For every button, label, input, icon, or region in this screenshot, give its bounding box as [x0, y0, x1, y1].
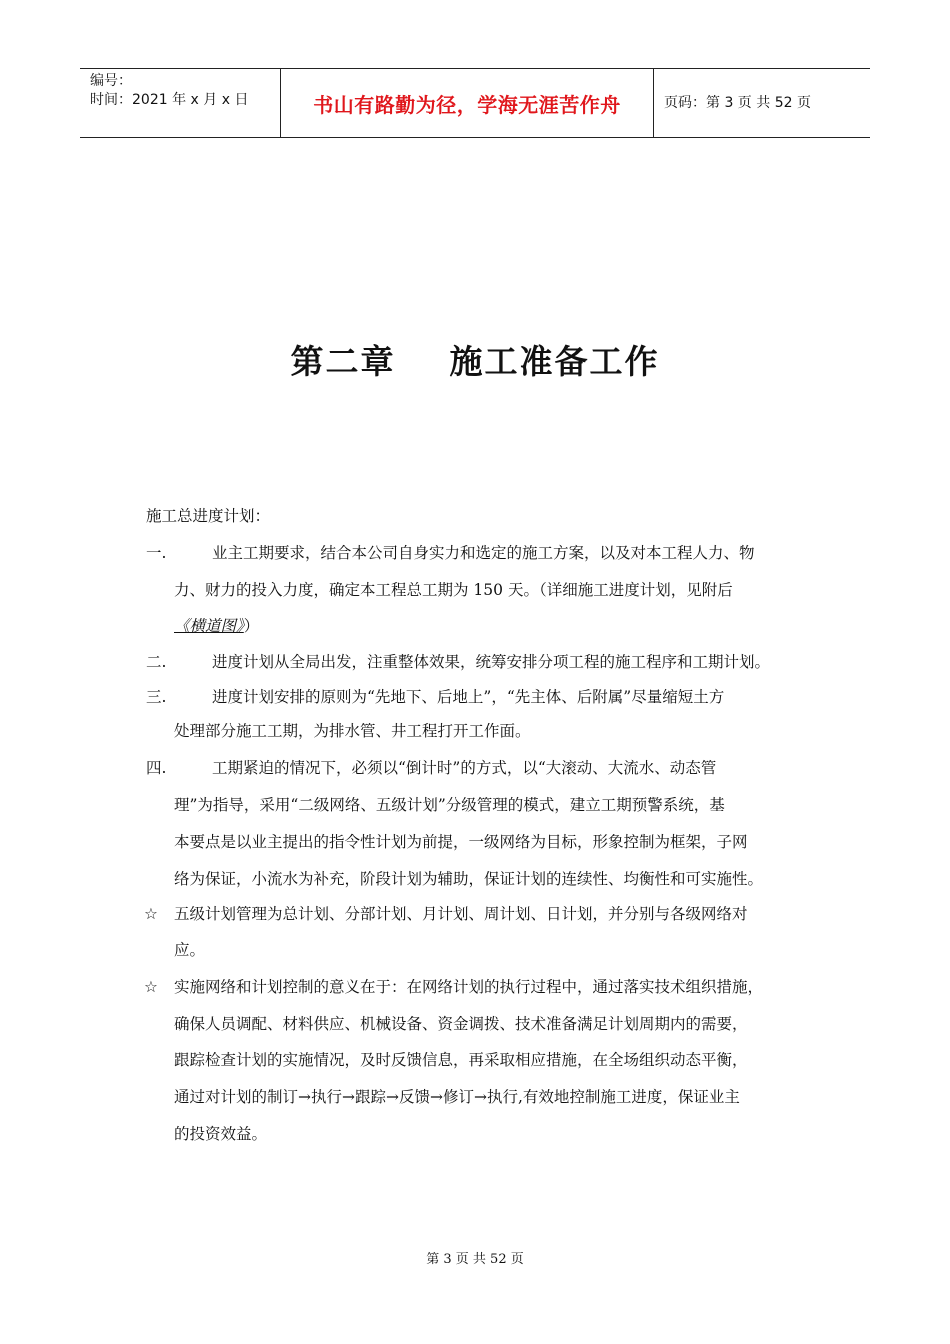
list-item-line: 进度计划安排的原则为“先地下、后地上”，“先主体、后附属”尽量缩短土方 [212, 688, 725, 706]
header-motto-cell [281, 69, 654, 137]
list-item-line: 应。 [174, 941, 206, 959]
list-item-line [174, 616, 259, 636]
document-date: 时间：2021 年 x 月 x 日 [90, 92, 249, 108]
link-tail: ） [243, 617, 260, 635]
section-heading: 施工总进度计划： [146, 507, 271, 525]
star-icon: ☆ [144, 978, 158, 996]
list-item-line: 确保人员调配、材料供应、机械设备、资金调拨、技术准备满足计划周期内的需要， [174, 1015, 748, 1033]
horizontal-bar-chart-link[interactable]: 《横道图》 [174, 617, 244, 635]
page-indicator: 页码：第 3 页 共 52 页 [664, 94, 811, 111]
list-item-line: 力、财力的投入力度，确定本工程总工期为 150 天。（详细施工进度计划，见附后 [174, 581, 733, 599]
motto-text: 书山有路勤为径，学海无涯苦作舟 [313, 92, 621, 117]
list-item-line: 的投资效益。 [174, 1125, 268, 1143]
page-header [80, 68, 870, 138]
list-item-line: 本要点是以业主提出的指令性计划为前提，一级网络为目标，形象控制为框架，子网 [174, 833, 748, 851]
list-marker: 三. [146, 688, 167, 706]
list-item-line: 处理部分施工工期，为排水管、井工程打开工作面。 [174, 722, 531, 740]
list-marker: 一. [146, 544, 167, 562]
list-item-line: 工期紧迫的情况下，必须以“倒计时”的方式，以“大滚动、大流水、动态管 [212, 759, 717, 777]
chapter-title: 第二章 施工准备工作 [290, 342, 660, 381]
header-page-cell [654, 69, 870, 137]
list-item-line: 络为保证，小流水为补充，阶段计划为辅助，保证计划的连续性、均衡性和可实施性。 [174, 870, 764, 888]
star-icon: ☆ [144, 905, 158, 923]
list-item-line: 五级计划管理为总计划、分部计划、月计划、周计划、日计划，并分别与各级网络对 [174, 905, 748, 923]
list-item-line: 实施网络和计划控制的意义在于：在网络计划的执行过程中，通过落实技术组织措施， [174, 978, 764, 996]
header-meta-cell [80, 69, 281, 137]
list-marker: 四. [146, 759, 167, 777]
list-item-line: 进度计划从全局出发，注重整体效果，统筹安排分项工程的施工程序和工期计划。 [212, 653, 771, 671]
list-item-line: 通过对计划的制订→执行→跟踪→反馈→修订→执行,有效地控制施工进度，保证业主 [174, 1088, 740, 1106]
list-item-line: 理”为指导，采用“二级网络、五级计划”分级管理的模式，建立工期预警系统，基 [174, 796, 725, 814]
list-item-line: 业主工期要求，结合本公司自身实力和选定的施工方案，以及对本工程人力、物 [212, 544, 755, 562]
list-marker: 二. [146, 653, 167, 671]
page-footer: 第 3 页 共 52 页 [426, 1252, 524, 1267]
list-item-line: 跟踪检查计划的实施情况，及时反馈信息，再采取相应措施，在全场组织动态平衡， [174, 1051, 748, 1069]
document-number-label: 编号： [90, 73, 132, 89]
